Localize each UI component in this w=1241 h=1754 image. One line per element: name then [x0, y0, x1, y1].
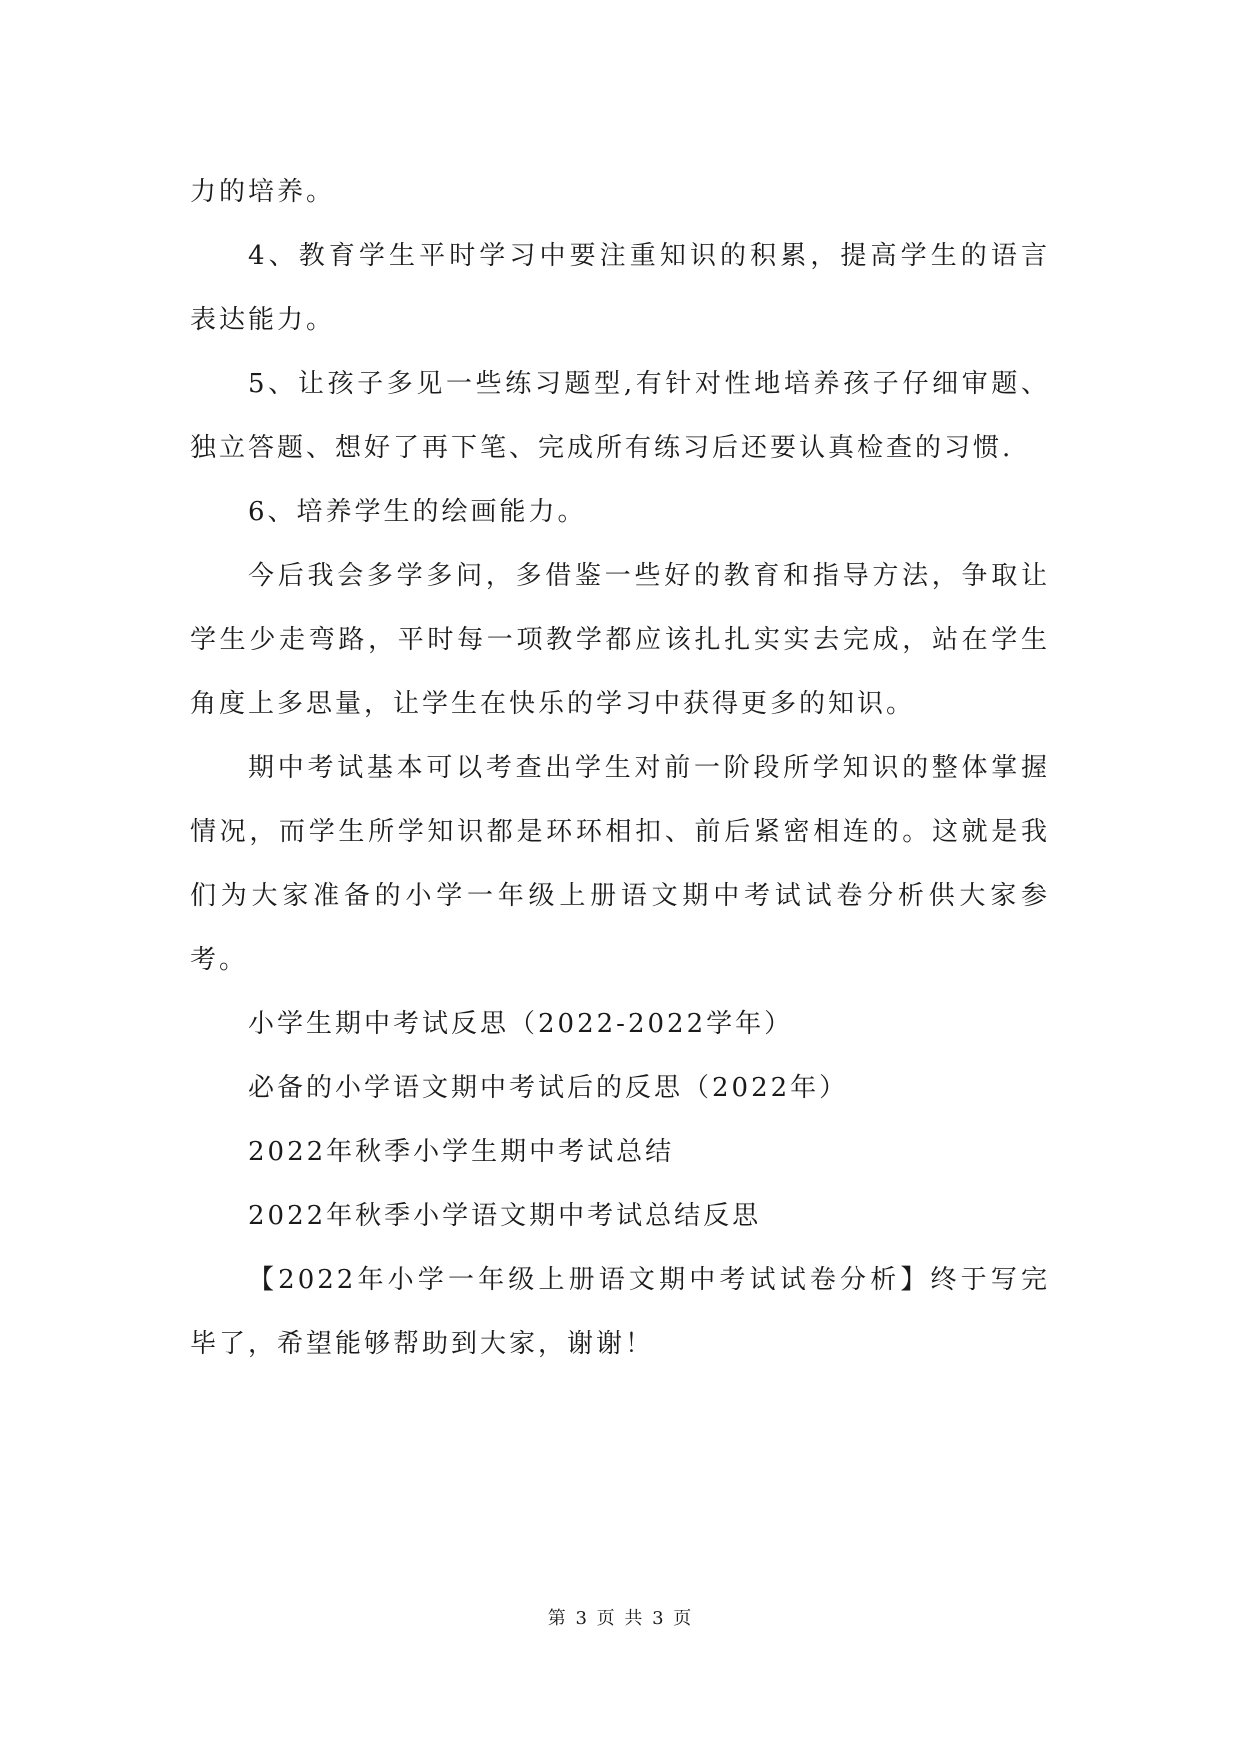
related-article-2: 必备的小学语文期中考试后的反思（2022年） — [248, 1073, 849, 1103]
page-footer — [0, 1604, 1241, 1630]
paragraph-continuation: 力的培养。 — [190, 177, 336, 207]
related-article-4: 2022年秋季小学语文期中考试总结反思 — [248, 1201, 762, 1231]
paragraph-item-5: 5、让孩子多见一些练习题型,有针对性地培养孩子仔细审题、独立答题、想好了再下笔、完成所有练习后还要认真检查的习惯. — [190, 369, 1050, 463]
paragraph-closing: 【2022年小学一年级上册语文期中考试试卷分析】终于写完毕了，希望能够帮助到大家，谢谢！ — [190, 1265, 1050, 1359]
paragraph-summary: 期中考试基本可以考查出学生对前一阶段所学知识的整体掌握情况，而学生所学知识都是环环相扣、前后紧密相连的。这就是我们为大家准备的小学一年级上册语文期中考试试卷分析供大家参考。 — [190, 753, 1050, 975]
paragraph-item-6: 6、培养学生的绘画能力。 — [248, 497, 587, 527]
page-number: 第 3 页 共 3 页 — [547, 1608, 694, 1629]
document-body — [190, 160, 1050, 1376]
paragraph-item-4: 4、教育学生平时学习中要注重知识的积累，提高学生的语言表达能力。 — [190, 241, 1050, 335]
related-article-3: 2022年秋季小学生期中考试总结 — [248, 1137, 675, 1167]
paragraph-future-plan: 今后我会多学多问，多借鉴一些好的教育和指导方法，争取让学生少走弯路，平时每一项教学都应该扎扎实实去完成，站在学生角度上多思量，让学生在快乐的学习中获得更多的知识。 — [190, 561, 1050, 719]
related-article-1: 小学生期中考试反思（2022-2022学年） — [248, 1009, 794, 1039]
